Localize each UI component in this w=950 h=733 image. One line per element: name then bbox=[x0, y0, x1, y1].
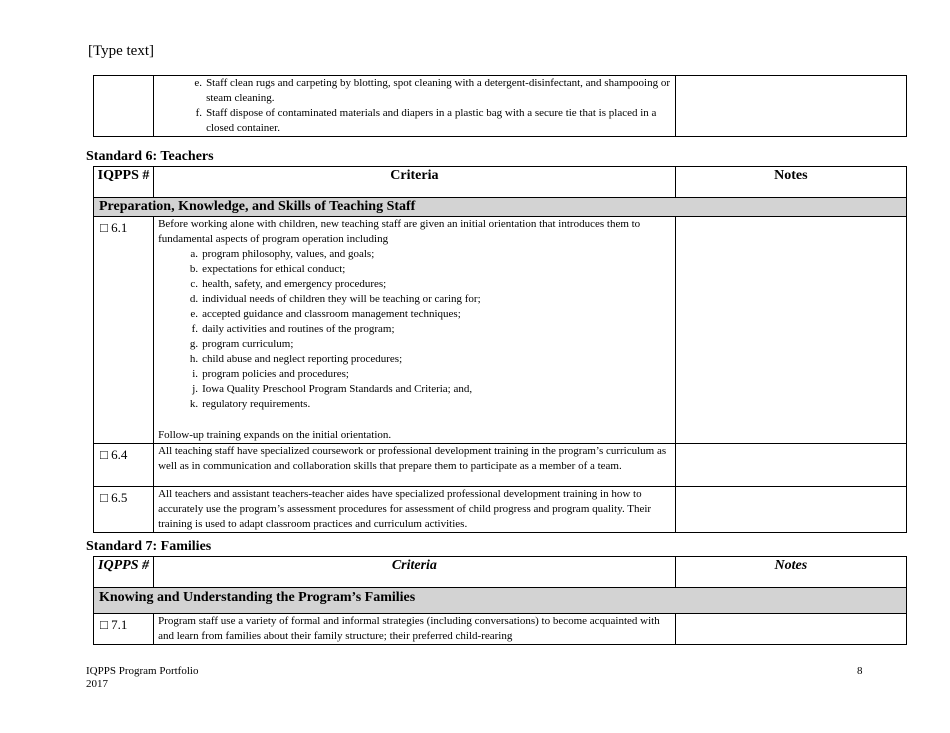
criterion-number: □ 6.1 bbox=[94, 217, 154, 444]
col-iqpps: IQPPS # bbox=[94, 557, 154, 588]
table-row bbox=[94, 76, 907, 137]
notes-cell bbox=[675, 217, 906, 444]
table-row bbox=[94, 487, 907, 533]
col-notes: Notes bbox=[675, 557, 906, 588]
list-item: d. individual needs of children they will be teaching or caring for; bbox=[189, 293, 481, 305]
standard7-table bbox=[93, 556, 907, 645]
list-item: i. program policies and procedures; bbox=[192, 368, 349, 380]
criterion-number: □ 6.4 bbox=[94, 444, 154, 487]
list-item: e. accepted guidance and classroom management techniques; bbox=[190, 308, 461, 320]
notes-cell bbox=[675, 444, 906, 487]
list-item: e. Staff clean rugs and carpeting by blotting, spot cleaning with a detergent-disinfectant, and shampooing or steam cleaning. bbox=[194, 77, 670, 104]
criterion-number: □ 7.1 bbox=[94, 614, 154, 645]
col-criteria: Criteria bbox=[154, 557, 676, 588]
criteria-cell bbox=[154, 217, 676, 444]
criteria-cell: Program staff use a variety of formal and informal strategies (including conversations) to become acquainted with and learn from families about their family structure; their preferred child-rearing bbox=[154, 614, 676, 645]
section-title: Knowing and Understanding the Program’s Families bbox=[94, 588, 907, 614]
criterion-followup: Follow-up training expands on the initial orientation. bbox=[158, 429, 392, 441]
list-item: f. daily activities and routines of the program; bbox=[191, 323, 395, 335]
list-item: a. program philosophy, values, and goals; bbox=[190, 248, 375, 260]
standard7-heading: Standard 7: Families bbox=[86, 539, 212, 554]
criteria-cell bbox=[154, 76, 676, 137]
section-row bbox=[94, 588, 907, 614]
table-row bbox=[94, 444, 907, 487]
col-iqpps: IQPPS # bbox=[94, 167, 154, 198]
standard6-heading: Standard 6: Teachers bbox=[86, 149, 214, 164]
col-notes: Notes bbox=[675, 167, 906, 198]
page-number: 8 bbox=[857, 665, 863, 677]
number-cell bbox=[94, 76, 154, 137]
list-item: k. regulatory requirements. bbox=[189, 398, 311, 410]
notes-cell bbox=[675, 76, 906, 137]
section-title: Preparation, Knowledge, and Skills of Teaching Staff bbox=[94, 198, 907, 217]
list-item: c. health, safety, and emergency procedures; bbox=[190, 278, 387, 290]
list-item: g. program curriculum; bbox=[189, 338, 294, 350]
standard6-table bbox=[93, 166, 907, 533]
table-row bbox=[94, 217, 907, 444]
footer-left bbox=[86, 665, 198, 691]
table-row bbox=[94, 614, 907, 645]
list-item: j. Iowa Quality Preschool Program Standards and Criteria; and, bbox=[192, 383, 473, 395]
notes-cell bbox=[675, 487, 906, 533]
footer-title: IQPPS Program Portfolio bbox=[86, 665, 199, 677]
continuation-table bbox=[93, 75, 907, 137]
notes-cell bbox=[675, 614, 906, 645]
criteria-cell: All teachers and assistant teachers-teacher aides have specialized professional development training in how to accurately use the program’s assessment procedures for assessment of child progress and program quality. Their training is used to adapt classroom practices and curriculum activities. bbox=[154, 487, 676, 533]
header-placeholder: [Type text] bbox=[88, 43, 155, 59]
list-item: h. child abuse and neglect reporting procedures; bbox=[189, 353, 403, 365]
list-item: b. expectations for ethical conduct; bbox=[189, 263, 346, 275]
criterion-intro: Before working alone with children, new teaching staff are given an initial orientation that introduces them to fundamental aspects of program operation including bbox=[158, 218, 641, 245]
table-header-row bbox=[94, 557, 907, 588]
table-header-row bbox=[94, 167, 907, 198]
criteria-cell: All teaching staff have specialized coursework or professional development training in the program’s curriculum as well as in communication and collaboration skills that prepare them to participate as a member of a team. bbox=[154, 444, 676, 487]
list-item: f. Staff dispose of contaminated materials and diapers in a plastic bag with a secure tie that is placed in a closed container. bbox=[195, 107, 657, 134]
col-criteria: Criteria bbox=[154, 167, 676, 198]
criterion-number: □ 6.5 bbox=[94, 487, 154, 533]
section-row bbox=[94, 198, 907, 217]
footer-year: 2017 bbox=[86, 678, 108, 690]
